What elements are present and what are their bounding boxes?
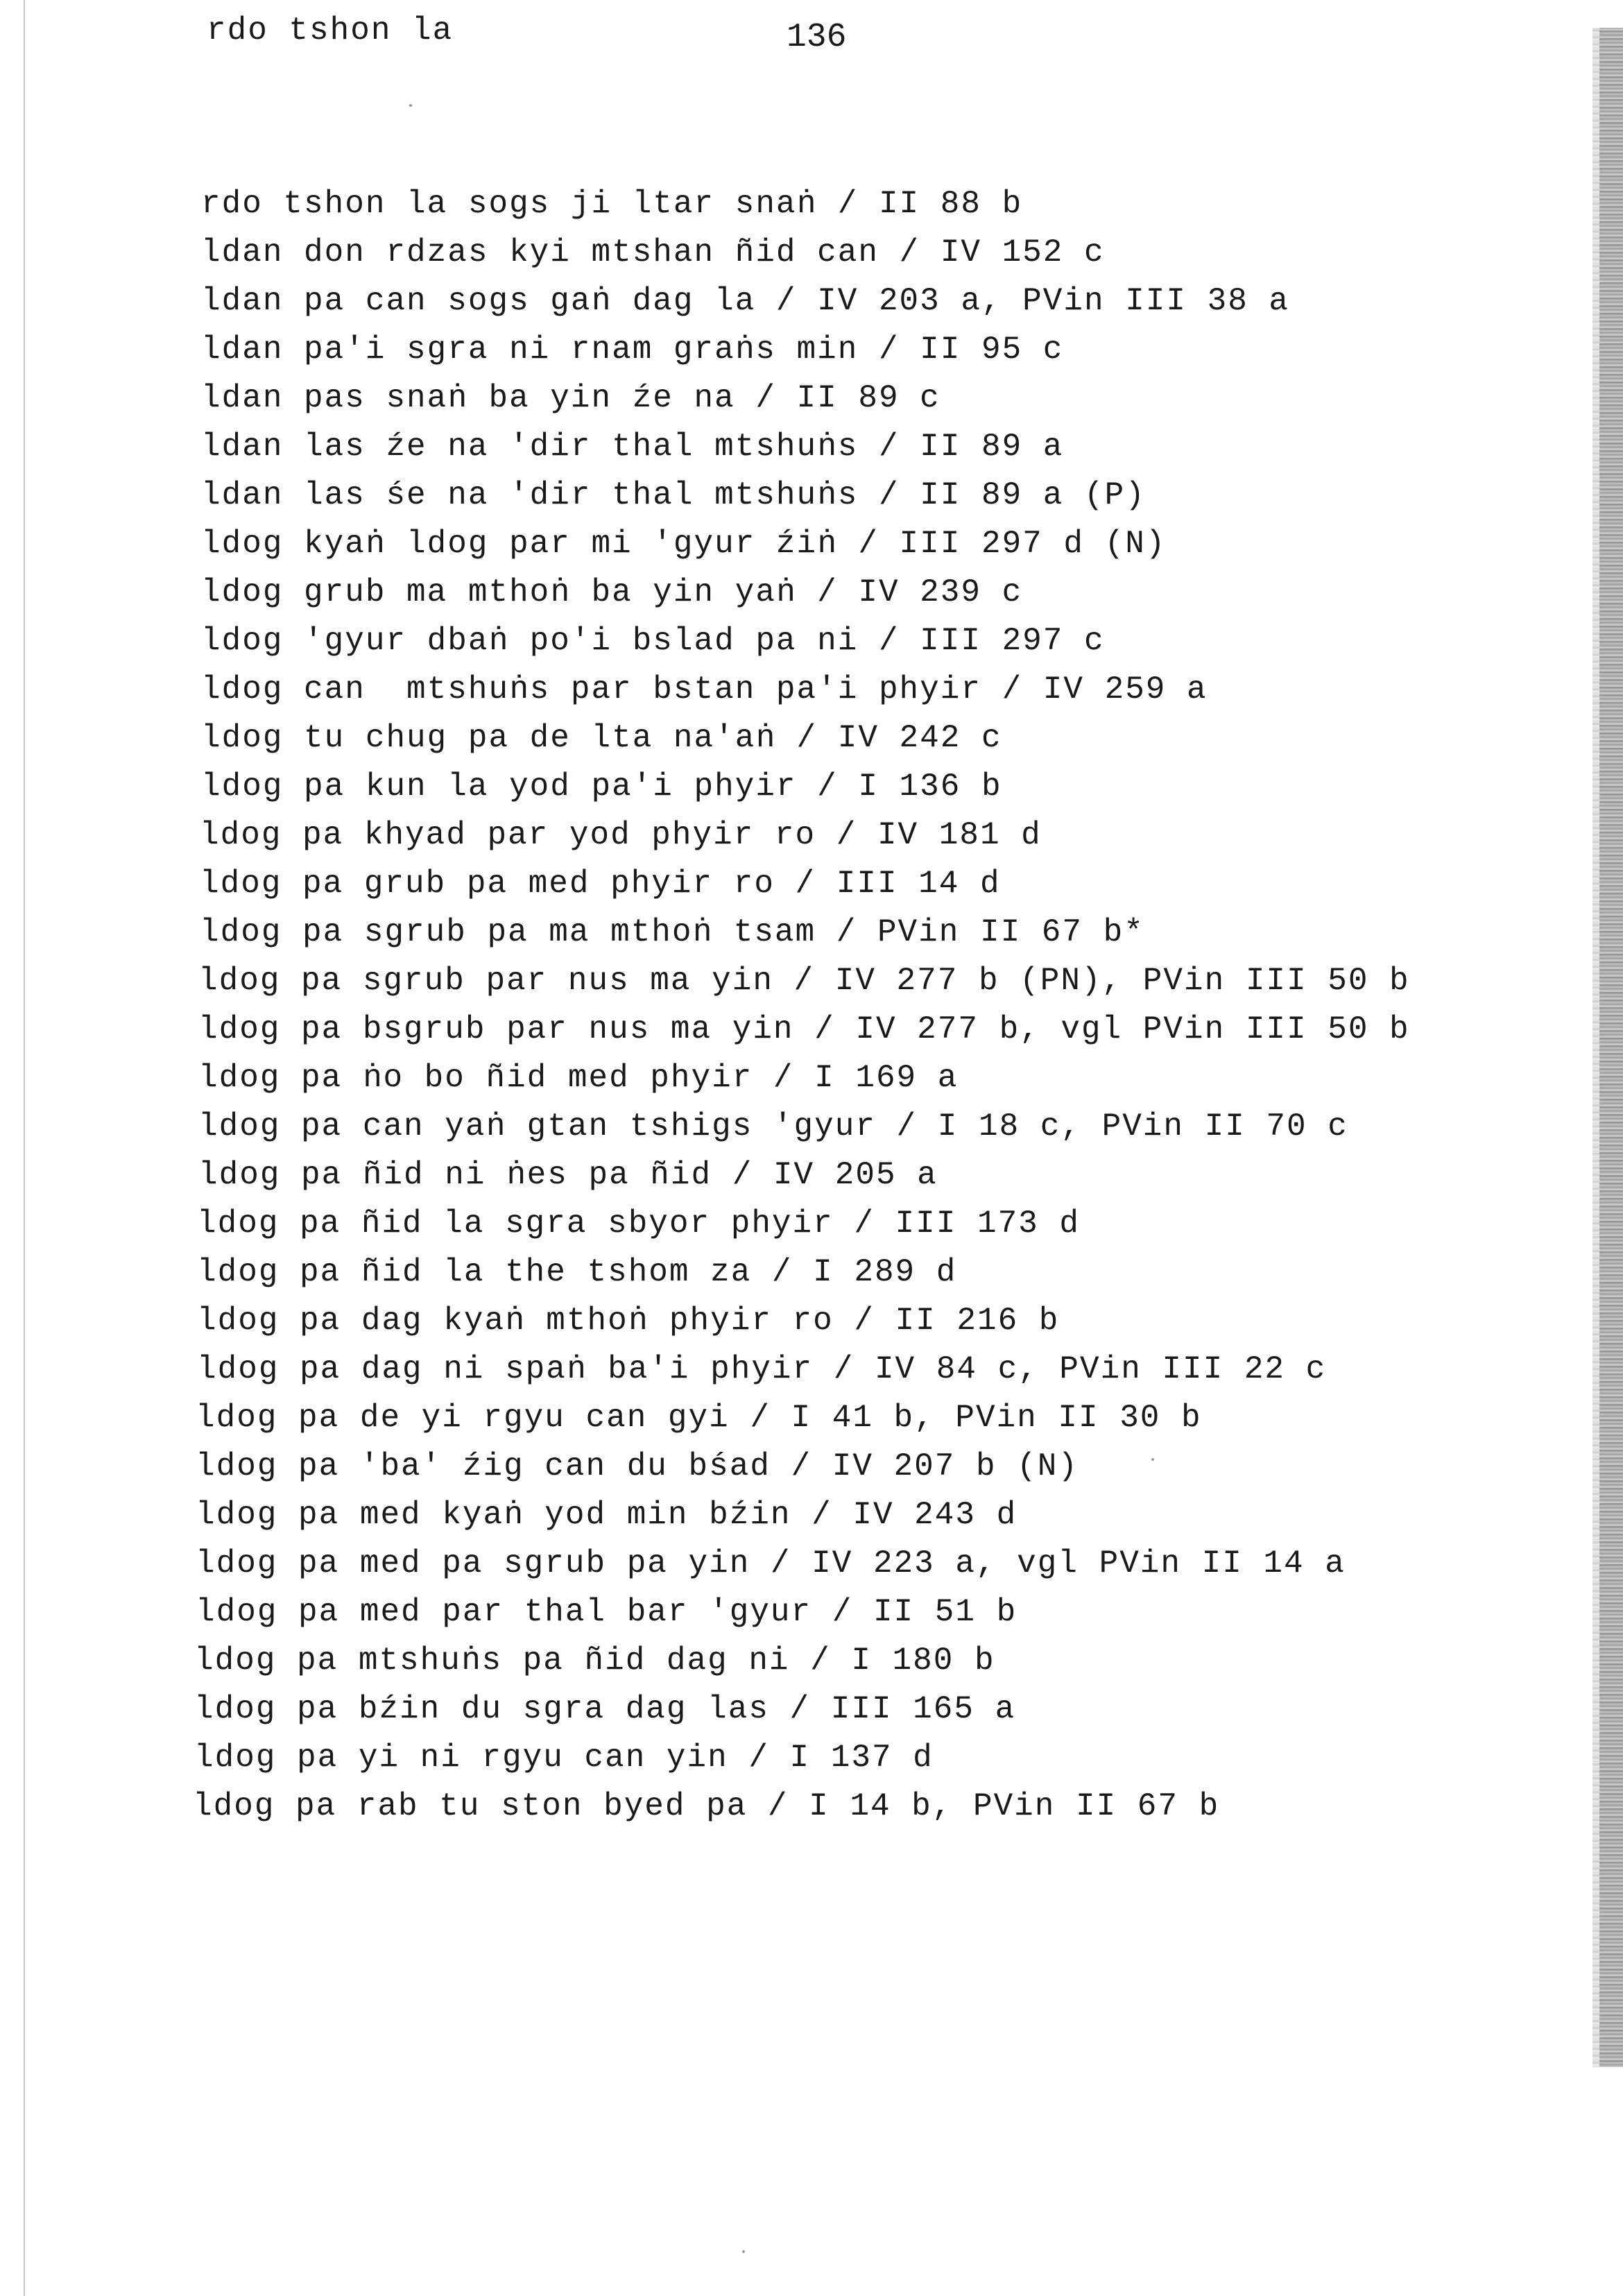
index-entry: ldog pa yi ni rgyu can yin / I 137 d (194, 1740, 934, 1776)
index-entry: rdo tshon la sogs ji ltar snaṅ / II 88 b (201, 186, 1023, 222)
index-entry: ldan pa'i sgra ni rnam graṅs min / II 95 c (201, 332, 1064, 368)
index-entry: ldog pa dag ni spaṅ ba'i phyir / IV 84 c, PVin III 22 c (197, 1351, 1327, 1387)
index-entry: ldog pa sgrub par nus ma yin / IV 277 b (PN), PVin III 50 b (198, 963, 1410, 999)
index-entry: ldog pa can yaṅ gtan tshigs 'gyur / I 18 c, PVin II 70 c (198, 1108, 1348, 1145)
index-entry: ldan las źe na 'dir thal mtshuṅs / II 89 a (201, 429, 1064, 465)
index-entry: ldog pa ñid la sgra sbyor phyir / III 173 d (197, 1206, 1080, 1242)
scan-edge (1599, 28, 1623, 2067)
index-entry: ldan pa can sogs gaṅ dag la / IV 203 a, PVin III 38 a (201, 283, 1290, 319)
index-entry: ldog tu chug pa de lta na'aṅ / IV 242 c (201, 720, 1002, 756)
index-entry: ldog pa kun la yod pa'i phyir / I 136 b (201, 769, 1002, 805)
index-entry: ldog pa med kyaṅ yod min bźin / IV 243 d (196, 1497, 1017, 1533)
index-entry: ldog pa med pa sgrub pa yin / IV 223 a, vgl PVin II 14 a (196, 1545, 1346, 1582)
index-entry: ldan don rdzas kyi mtshan ñid can / IV 152 c (201, 234, 1105, 271)
index-entry: ldog pa rab tu ston byed pa / I 14 b, PVin II 67 b (193, 1788, 1220, 1824)
index-entry: ldog pa ñid ni ṅes pa ñid / IV 205 a (198, 1157, 938, 1193)
index-entry: ldog grub ma mthoṅ ba yin yaṅ / IV 239 c (201, 574, 1023, 610)
index-entry: ldog pa mtshuṅs pa ñid dag ni / I 180 b (194, 1643, 995, 1679)
index-entry: ldog pa dag kyaṅ mthoṅ phyir ro / II 216 b (197, 1303, 1060, 1339)
scan-speck (409, 104, 412, 107)
scan-speck (1151, 1458, 1154, 1461)
scan-edge-inner (1592, 28, 1599, 2067)
index-entry: ldog pa sgrub pa ma mthoṅ tsam / PVin II 67 b* (200, 914, 1144, 950)
index-entry: ldog pa grub pa med phyir ro / III 14 d (200, 866, 1001, 902)
index-entry: ldan las śe na 'dir thal mtshuṅs / II 89 a (P) (201, 477, 1146, 513)
index-entry: ldog can mtshuṅs par bstan pa'i phyir / IV 259 a (201, 671, 1208, 708)
index-entry: ldog kyaṅ ldog par mi 'gyur źiṅ / III 297 d (N) (201, 526, 1167, 562)
index-entry: ldog pa de yi rgyu can gyi / I 41 b, PVin II 30 b (196, 1400, 1202, 1436)
index-entry: ldog pa 'ba' źig can du bśad / IV 207 b (N) (196, 1448, 1079, 1484)
index-entry: ldog 'gyur dbaṅ po'i bslad pa ni / III 297 c (201, 623, 1105, 659)
page-number: 136 (787, 19, 847, 56)
index-entry: ldog pa bsgrub par nus ma yin / IV 277 b, vgl PVin III 50 b (198, 1011, 1410, 1047)
left-margin-rule (24, 0, 25, 2296)
running-head: rdo tshon la (207, 12, 454, 49)
index-entry: ldog pa bźin du sgra dag las / III 165 a (194, 1691, 1016, 1727)
index-entry: ldog pa ñid la the tshom za / I 289 d (197, 1254, 957, 1290)
index-entry: ldog pa khyad par yod phyir ro / IV 181 d (200, 817, 1042, 853)
index-entry: ldog pa ṅo bo ñid med phyir / I 169 a (198, 1060, 959, 1096)
index-entry: ldog pa med par thal bar 'gyur / II 51 b (196, 1594, 1017, 1630)
index-entry: ldan pas snaṅ ba yin źe na / II 89 c (201, 380, 941, 416)
scan-speck (742, 2250, 745, 2253)
